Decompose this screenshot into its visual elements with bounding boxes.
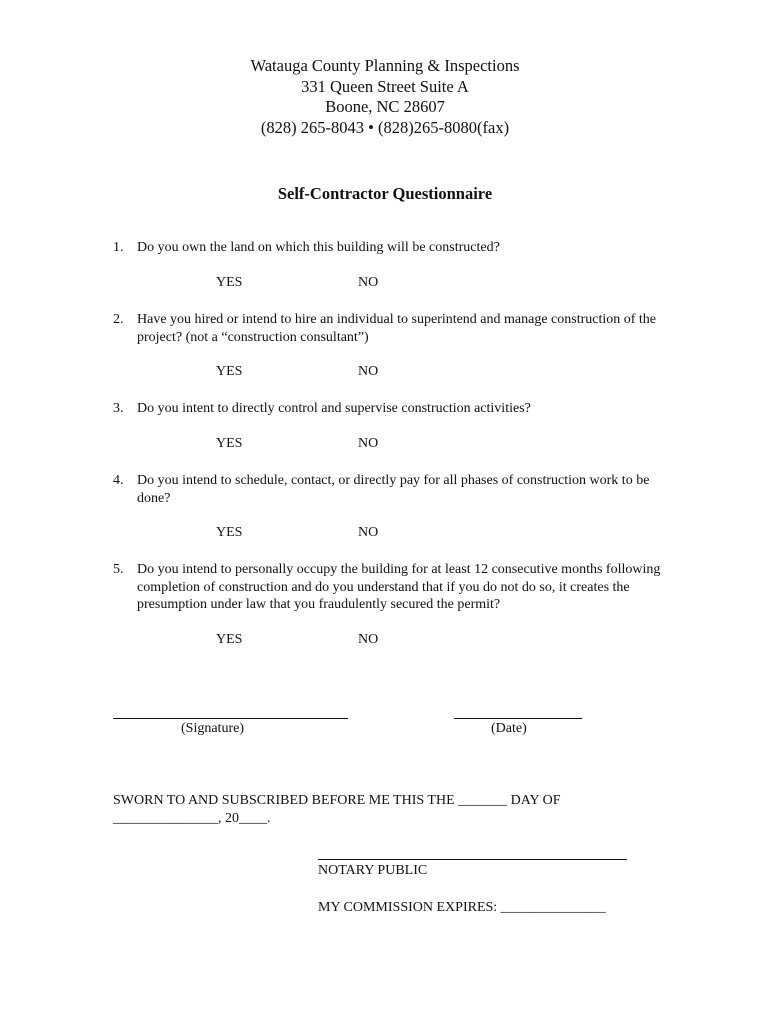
notary-public-label: NOTARY PUBLIC: [318, 863, 428, 878]
date-line[interactable]: [454, 718, 582, 719]
letterhead: [0, 56, 770, 138]
question-2-yes-option[interactable]: YES: [216, 364, 243, 379]
notary-signature-line[interactable]: [318, 859, 627, 860]
signature-line[interactable]: [113, 718, 348, 719]
question-3-yes-option[interactable]: YES: [216, 436, 243, 451]
question-2-no-option[interactable]: NO: [358, 364, 379, 379]
question-3-no-option[interactable]: NO: [358, 436, 379, 451]
phone-fax: (828) 265-8043 • (828)265-8080(fax): [260, 117, 510, 137]
question-1-no-option[interactable]: NO: [358, 275, 379, 290]
question-text: Have you hired or intend to hire an individual to superintend and manage construction of the project? (not a “construction consultant”): [137, 312, 657, 345]
commission-expires-label: MY COMMISSION EXPIRES: _______________: [318, 900, 606, 915]
question-number: 1.: [113, 240, 124, 255]
address-line-1: 331 Queen Street Suite A: [301, 76, 469, 96]
org-name: Watauga County Planning & Inspections: [250, 56, 520, 75]
signature-label: (Signature): [181, 721, 244, 736]
question-text: Do you intend to personally occupy the building for at least 12 consecutive months following completion of construction and do you understand that if you do not do so, it creates the presumption under law that you fraudulently secured the permit?: [137, 562, 661, 612]
date-label: (Date): [491, 721, 527, 736]
sworn-line-1: SWORN TO AND SUBSCRIBED BEFORE ME THIS THE _______ DAY OF: [113, 793, 561, 808]
question-5: [113, 561, 673, 614]
question-text: Do you intent to directly control and supervise construction activities?: [137, 401, 531, 416]
question-4: [113, 472, 673, 507]
sworn-line-2: _______________, 20____.: [113, 811, 271, 826]
page-title: Self-Contractor Questionnaire: [277, 184, 493, 203]
question-number: 2.: [113, 312, 124, 327]
address-line-2: Boone, NC 28607: [325, 97, 445, 116]
question-5-no-option[interactable]: NO: [358, 632, 379, 647]
question-number: 3.: [113, 401, 124, 416]
question-number: 4.: [113, 473, 124, 488]
question-number: 5.: [113, 562, 124, 577]
question-2: [113, 311, 673, 346]
question-text: Do you own the land on which this building will be constructed?: [137, 240, 500, 255]
question-1-yes-option[interactable]: YES: [216, 275, 243, 290]
question-3: [113, 400, 673, 418]
question-4-no-option[interactable]: NO: [358, 525, 379, 540]
sworn-statement: [113, 792, 561, 828]
question-4-yes-option[interactable]: YES: [216, 525, 243, 540]
question-text: Do you intend to schedule, contact, or directly pay for all phases of construction work to be done?: [137, 473, 650, 506]
question-5-yes-option[interactable]: YES: [216, 632, 243, 647]
question-1: [113, 239, 673, 257]
